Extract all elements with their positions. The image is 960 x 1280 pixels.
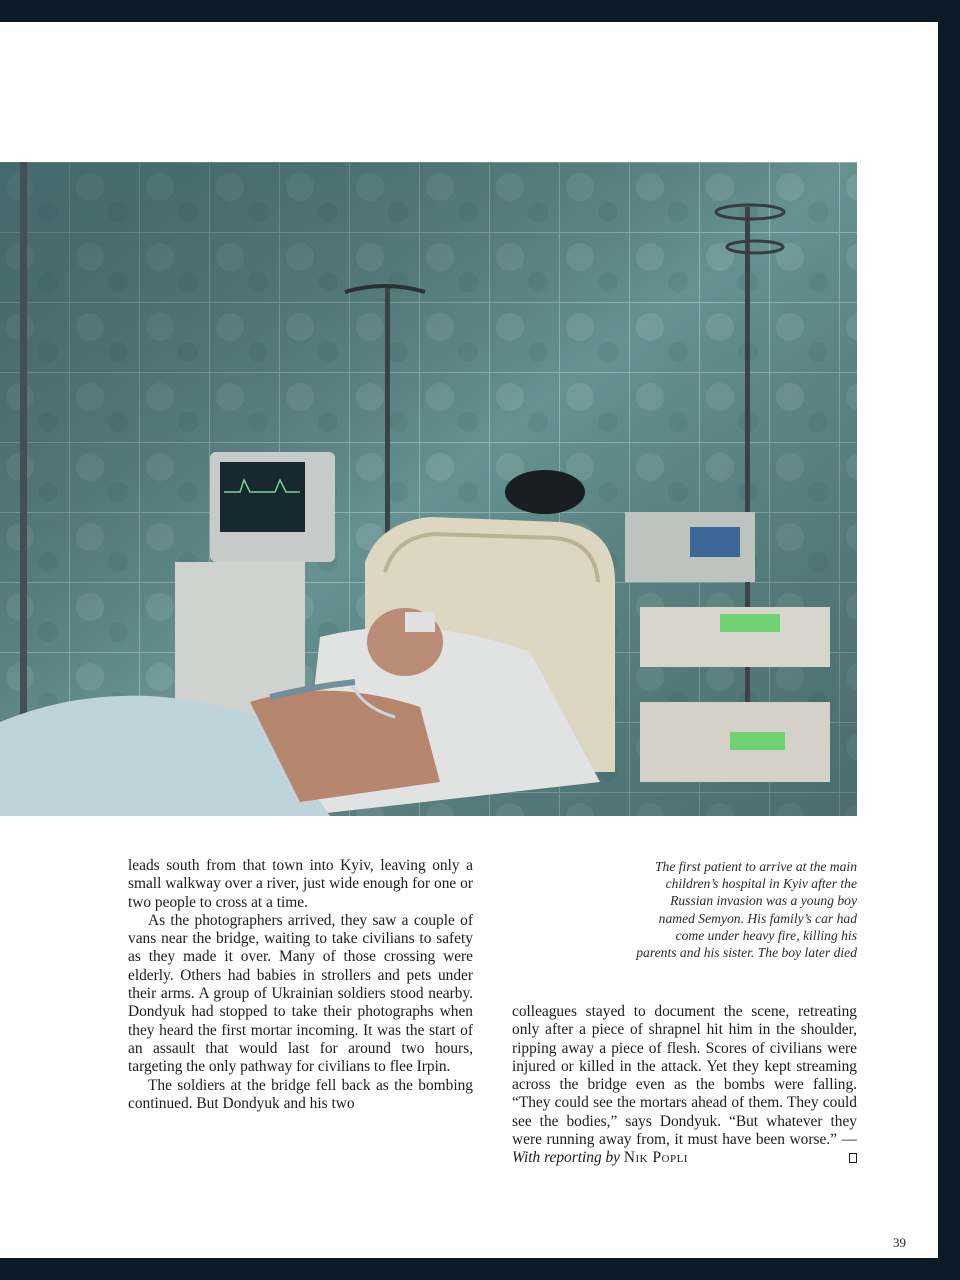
photo-illustration — [0, 162, 857, 816]
hospital-photo — [0, 162, 857, 816]
article-text: colleagues stayed to document the scene, retreating only after a piece of shrapnel hit him in the shoulder, ripping away a piece of flesh. Scores of civilians were injured or killed in the attack. Yet they kept streaming across the bridge even as the bombs were falling. “They could see the mortars ahead of them. They could see the bodies,” says Dondyuk. “But whatever they were running away from, it must have been worse.” — — [512, 1003, 857, 1149]
article-paragraph: The soldiers at the bridge fell back as the bombing continued. But Dondyuk and his two — [128, 1076, 473, 1112]
credit-prefix: With reporting by — [512, 1149, 621, 1167]
article-paragraph: As the photographers arrived, they saw a couple of vans near the bridge, waiting to take civilians to safety as they made it over. Many of those crossing were elderly. Others had babies in strollers and pets under their arms. A group of Ukrainian soldiers stood nearby. Dondyuk had stopped to take their photographs when they heard the first mortar incoming. It was the start of an assault that would last for around two hours, targeting the only pathway for civilians to flee Irpin. — [128, 911, 473, 1076]
magazine-page — [0, 22, 938, 1258]
photo-caption: The first patient to arrive at the main children’s hospital in Kyiv after the Russian invasion was a young boy named Semyon. His family’s car had come under heavy fire, killing his parents and his sister. The boy later died — [636, 859, 857, 961]
page-number: 39 — [893, 1235, 906, 1250]
article-paragraph-end — [512, 1003, 857, 1168]
article-column-left — [128, 857, 473, 1113]
end-of-story-icon — [849, 1153, 857, 1163]
credit-name: Nik Popli — [623, 1149, 688, 1167]
article-paragraph: leads south from that town into Kyiv, leaving only a small walkway over a river, just wide enough for one or two people to cross at a time. — [128, 857, 473, 911]
article-column-right — [512, 1003, 857, 1168]
